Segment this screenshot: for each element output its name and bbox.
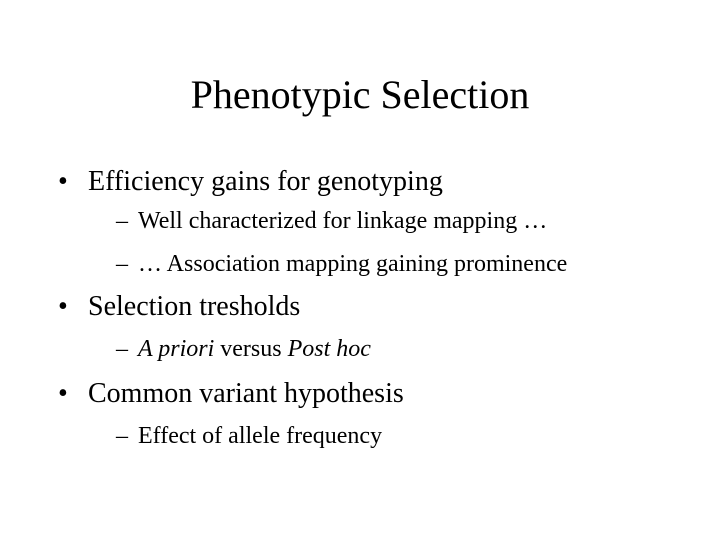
bullet-text: Efficiency gains for genotyping [88,166,443,197]
a-priori-text: A priori [138,336,215,362]
slide-title: Phenotypic Selection [190,72,530,117]
dash-icon: – [116,336,128,362]
sub-bullet-text: … Association mapping gaining prominence [138,251,568,277]
sub-bullet-text: Well characterized for linkage mapping … [138,208,548,234]
bullet-icon: • [58,291,68,322]
sub-bullet-allele-frequency [116,421,382,451]
dash-icon: – [116,251,128,277]
sub-bullet-linkage-mapping [116,206,547,236]
bullet-text: Common variant hypothesis [88,378,404,409]
post-hoc-text: Post hoc [287,336,371,362]
bullet-text: Selection tresholds [88,291,301,322]
sub-bullet-text: Effect of allele frequency [138,423,383,449]
sub-bullet-a-priori-post-hoc [116,334,371,364]
dash-icon: – [116,423,128,449]
bullet-icon: • [58,378,68,409]
dash-icon: – [116,208,128,234]
bullet-selection-thresholds [58,290,300,324]
bullet-icon: • [58,166,68,197]
bullet-efficiency-gains [58,165,443,199]
versus-text: versus [214,336,288,362]
sub-bullet-association-mapping [116,249,567,279]
bullet-common-variant [58,377,404,411]
